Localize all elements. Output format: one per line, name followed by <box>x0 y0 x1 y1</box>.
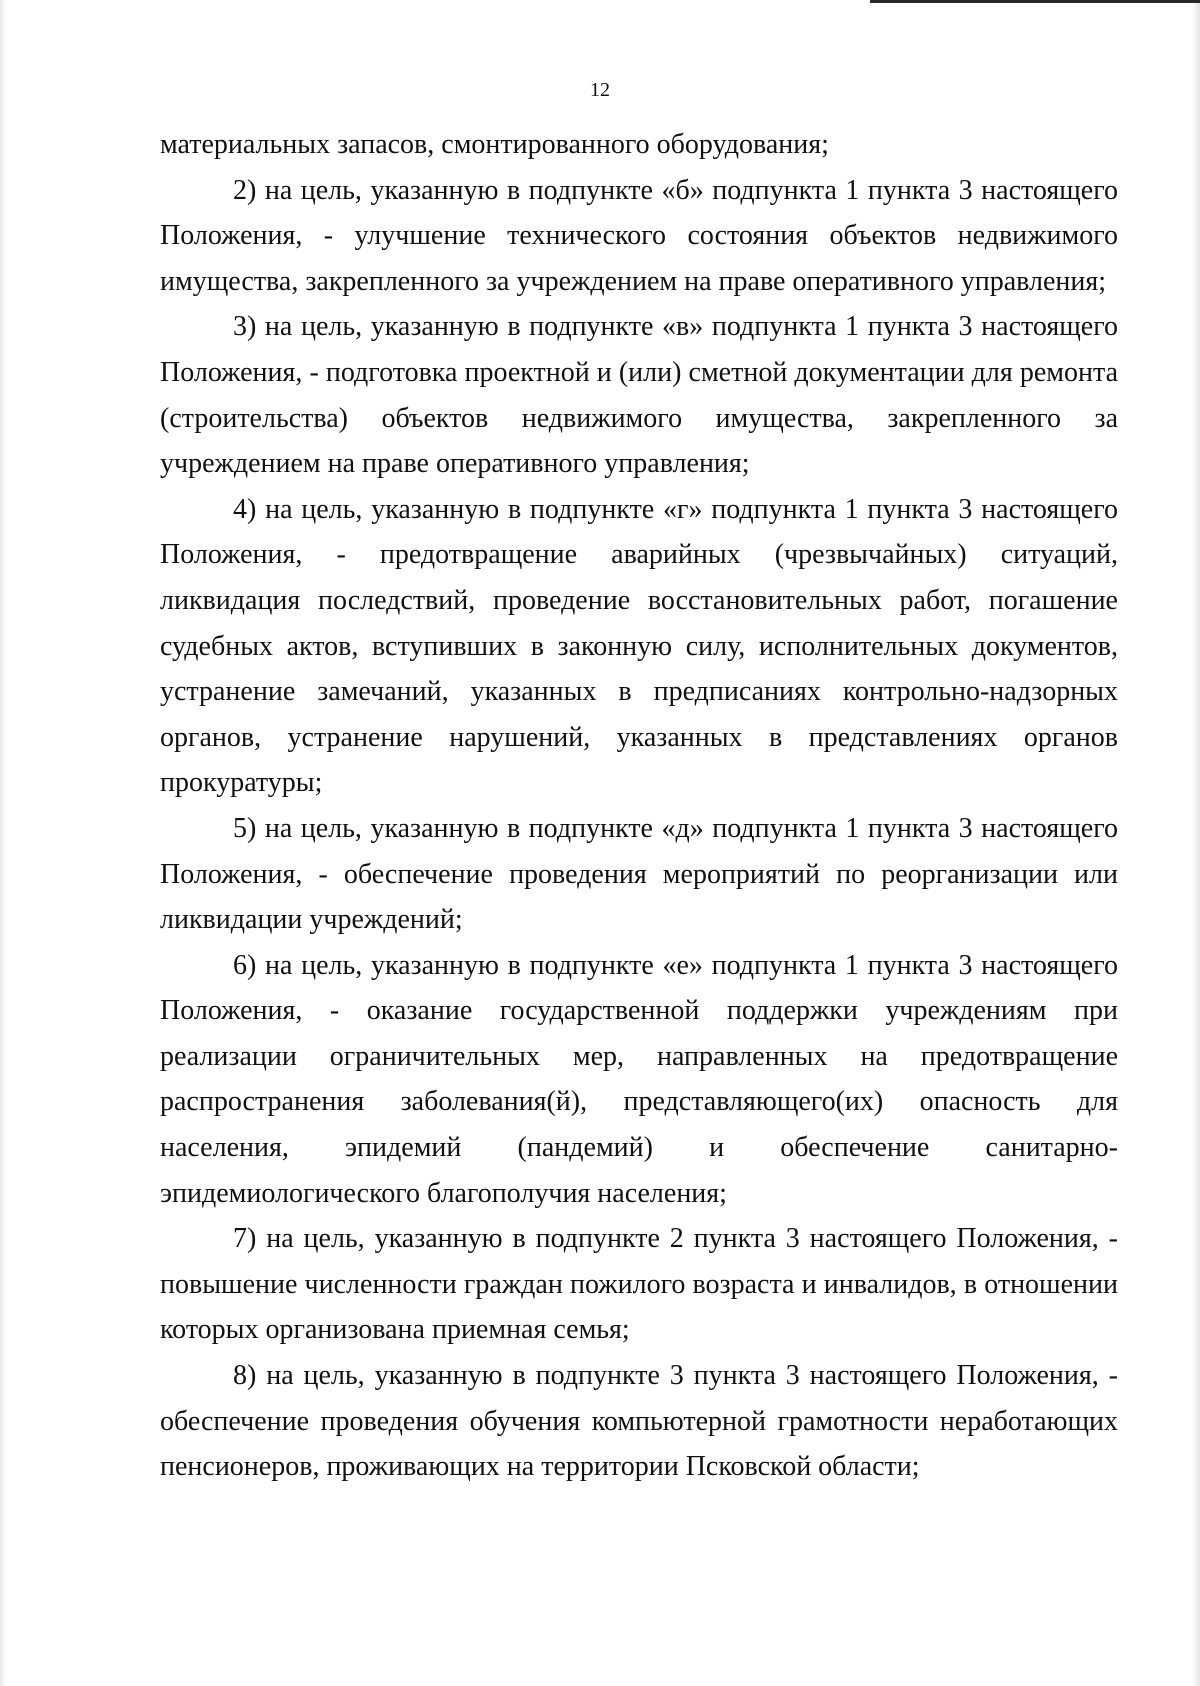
paragraph-item-2: 2) на цель, указанную в подпункте «б» подпункта 1 пункта 3 настоящего Положения, - улучшение технического состояния объектов недвижимого имущества, закрепленного за учреждением на праве оперативного управления; <box>160 174 1118 297</box>
page-number: 12 <box>590 79 610 101</box>
paragraph-item-5: 5) на цель, указанную в подпункте «д» подпункта 1 пункта 3 настоящего Положения, - обеспечение проведения мероприятий по реорганизации или ликвидации учреждений; <box>160 812 1118 936</box>
paragraph-item-3: 3) на цель, указанную в подпункте «в» подпункта 1 пункта 3 настоящего Положения, - подготовка проектной и (или) сметной документации для ремонта (строительства) объектов недвижимого имущества, закрепленного за учреждением на праве оперативного управления; <box>160 311 1118 480</box>
paragraph-item-6: 6) на цель, указанную в подпункте «е» подпункта 1 пункта 3 настоящего Положения, - оказание государственной поддержки учреждениям при реализации ограничительных мер, направленных на предотвращение распространения заболевания(й), представляющего(их) опасность для населения, эпидемий (пандемий) и обеспечение санитарно-эпидемиологического благополучия населения; <box>160 949 1118 1209</box>
paragraph-item-8: 8) на цель, указанную в подпункте 3 пункта 3 настоящего Положения, - обеспечение проведения обучения компьютерной грамотности неработающих пенсионеров, проживающих на территории Псковской области; <box>160 1360 1118 1483</box>
scan-top-rule <box>870 0 1200 3</box>
paragraph-item-7: 7) на цель, указанную в подпункте 2 пункта 3 настоящего Положения, - повышение численности граждан пожилого возраста и инвалидов, в отношении которых организована приемная семья; <box>160 1223 1118 1346</box>
scan-edge-right <box>1192 0 1200 1686</box>
paragraph-continuation: материальных запасов, смонтированного оборудования; <box>160 129 829 160</box>
scan-edge-left <box>0 0 6 1686</box>
paragraph-item-4: 4) на цель, указанную в подпункте «г» подпункта 1 пункта 3 настоящего Положения, - предотвращение аварийных (чрезвычайных) ситуаций, ликвидация последствий, проведение восстановительных работ, погашение судебных актов, вступивших в законную силу, исполнительных документов, устранение замечаний, указанных в предписаниях контрольно-надзорных органов, устранение нарушений, указанных в представлениях органов прокуратуры; <box>160 493 1118 799</box>
document-body <box>160 122 1118 1490</box>
